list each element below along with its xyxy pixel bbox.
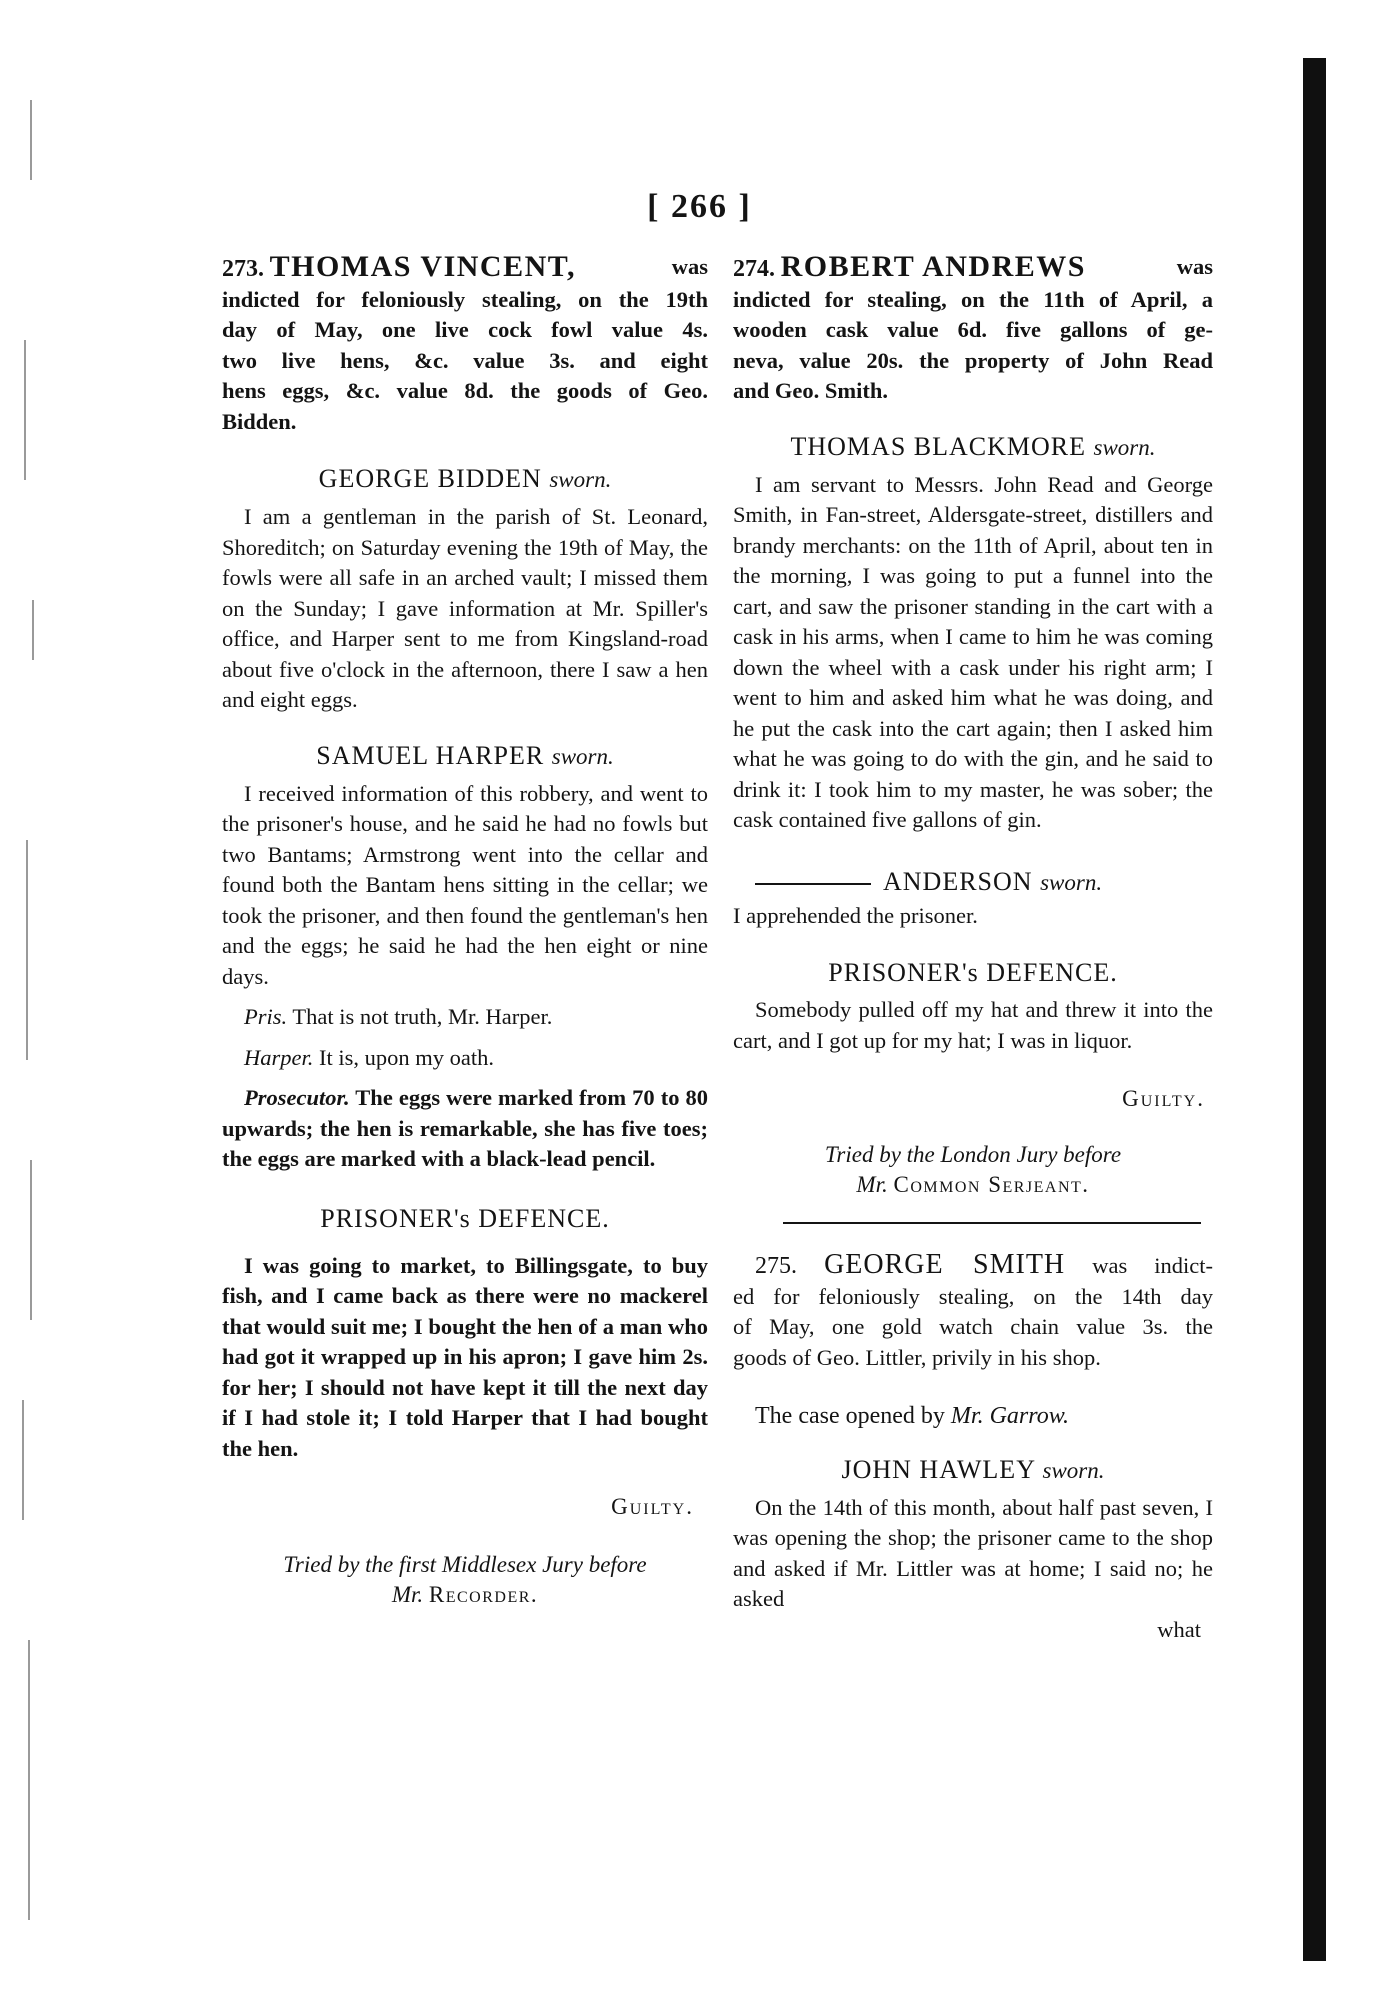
exchange-text: It is, upon my oath.	[319, 1044, 495, 1070]
indictment-line: indicted for stealing, on the 11th of April, a	[733, 286, 1213, 312]
witness-heading	[733, 1454, 1213, 1487]
witness-heading	[733, 431, 1213, 464]
sworn-label: sworn.	[1093, 434, 1156, 460]
indictment-line: and Geo. Smith.	[733, 378, 889, 403]
speaker: Harper.	[244, 1044, 314, 1070]
speaker: Prosecutor.	[244, 1085, 350, 1110]
trial-note-judge	[733, 1170, 1213, 1200]
case-number: 275.	[755, 1253, 797, 1279]
title-mr: Mr.	[856, 1172, 888, 1197]
testimony: I apprehended the prisoner.	[733, 902, 978, 928]
sworn-label: sworn.	[1042, 1457, 1105, 1483]
defence-text: Somebody pulled off my hat and threw it into the cart, and I got up for my hat; I was in liquor.	[733, 997, 1213, 1053]
indictment-line: Bidden.	[222, 408, 297, 434]
witness-heading	[222, 740, 708, 773]
exchange-line	[222, 1002, 708, 1033]
page-edge-marks	[0, 80, 42, 1960]
judge-name: Common Serjeant.	[893, 1172, 1090, 1197]
defence-heading: PRISONER's DEFENCE.	[828, 958, 1118, 987]
indictment-line: was	[671, 254, 708, 279]
judge-name: Recorder.	[428, 1582, 539, 1607]
indictment-line: indicted for feloniously stealing, on the 19th	[222, 286, 708, 312]
indictment-line: two live hens, &c. value 3s. and eight	[222, 347, 708, 373]
exchange-text: The eggs were marked from 70 to 80 upwards; the hen is remarkable, she has five toes; the eggs are marked with a black-lead pencil.	[222, 1085, 709, 1171]
defendant-name: ROBERT ANDREWS	[780, 250, 1086, 283]
counsel-name: Mr. Garrow.	[950, 1403, 1069, 1429]
witness-heading	[222, 463, 708, 496]
case-275-heading	[733, 1250, 1213, 1282]
indictment-line: hens eggs, &c. value 8d. the goods of Geo.	[222, 378, 708, 403]
catchword: what	[1157, 1616, 1201, 1642]
witness-name: SAMUEL HARPER	[316, 740, 545, 770]
case-273-heading	[222, 252, 708, 285]
indictment-line: neva, value 20s. the property of John Read	[733, 347, 1213, 373]
sworn-label: sworn.	[1040, 869, 1103, 895]
case-274-heading	[733, 252, 1213, 285]
trial-note	[222, 1550, 708, 1610]
indictment-line: was	[1176, 254, 1213, 279]
trial-note-line: Tried by the first Middlesex Jury before	[283, 1552, 647, 1577]
page-number: [ 266 ]	[647, 188, 752, 225]
witness-name: THOMAS BLACKMORE	[790, 431, 1087, 461]
indictment-line: wooden cask value 6d. five gallons of ge-	[733, 317, 1213, 342]
left-column	[222, 252, 708, 1610]
indictment-line: of May, one gold watch chain value 3s. the	[733, 1314, 1213, 1339]
defendant-name: GEORGE SMITH	[824, 1249, 1066, 1280]
defence-text: I was going to market, to Billingsgate, to buy fish, and I came back as there were no mackerel that would suit me; I bought the hen of a man who had got it wrapped up in his apron; I gave him 2s. for her; I should not have kept it till the next day if I had stole it; I told Harper that I had bought the hen.	[222, 1252, 708, 1461]
indictment-line: was indict-	[1092, 1253, 1213, 1278]
right-column	[733, 252, 1213, 1645]
sworn-label: sworn.	[551, 743, 614, 769]
exchange-line	[222, 1043, 708, 1074]
trial-note-line: Tried by the London Jury before	[824, 1142, 1122, 1167]
witness-name: JOHN HAWLEY	[841, 1454, 1036, 1484]
case-number: 274.	[733, 256, 775, 282]
witness-name: ANDERSON	[883, 866, 1033, 896]
testimony: I received information of this robbery, and went to the prisoner's house, and he said he had no fowls but two Bantams; Armstrong went into the cellar and found both the Bantam hens sitting in the cellar; we took the prisoner, and then found the gentleman's hen and the eggs; he said he had the hen eight or nine days.	[222, 780, 708, 989]
testimony: I am servant to Messrs. John Read and George Smith, in Fan-street, Aldersgate-street, distillers and brandy merchants: on the 11th of April, about ten in the morning, I was going to put a funnel into the cart, and saw the prisoner standing in the cart with a cask in his arms, when I came to him he was coming down the wheel with a cask under his right arm; I went to him and asked him what he was doing, and he put the cask into the cart again; then I asked him what he was going to do with the gin, and he said to drink it: I took him to my master, he was sober; the cask contained five gallons of gin.	[733, 471, 1213, 832]
witness-heading	[733, 866, 1213, 899]
case-opened-prefix: The case opened by	[755, 1403, 945, 1429]
testimony: I am a gentleman in the parish of St. Leonard, Shoreditch; on Saturday evening the 19th of May, the fowls were all safe in an arched vault; I missed them on the Sunday; I gave information at Mr. Spiller's office, and Harper sent to me from Kingsland-road about five o'clock in the afternoon, there I saw a hen and eight eggs.	[222, 504, 708, 712]
title-mr: Mr.	[391, 1582, 424, 1607]
case-number: 273.	[222, 256, 264, 282]
indictment-line: goods of Geo. Littler, privily in his shop.	[733, 1344, 1101, 1370]
trial-note	[733, 1140, 1213, 1200]
case-opened-line	[733, 1401, 1213, 1432]
defence-heading: PRISONER's DEFENCE.	[320, 1203, 610, 1233]
verdict: Guilty.	[611, 1494, 694, 1519]
witness-name: GEORGE BIDDEN	[318, 464, 542, 493]
sworn-label: sworn.	[549, 467, 612, 492]
defendant-name: THOMAS VINCENT,	[269, 250, 577, 283]
trial-note-judge	[222, 1580, 708, 1610]
section-rule	[783, 1222, 1201, 1224]
indictment-line: day of May, one live cock fowl value 4s.	[222, 317, 708, 342]
speaker: Pris.	[244, 1004, 288, 1029]
exchange-line	[222, 1083, 708, 1175]
exchange-text: That is not truth, Mr. Harper.	[292, 1004, 553, 1029]
indictment-line: ed for feloniously stealing, on the 14th day	[733, 1283, 1213, 1309]
verdict: Guilty.	[1122, 1086, 1205, 1111]
testimony: On the 14th of this month, about half past seven, I was opening the shop; the prisoner came to the shop and asked if Mr. Littler was at home; I said no; he asked	[733, 1494, 1213, 1611]
gutter-shadow	[1303, 58, 1326, 1961]
name-dash	[755, 883, 871, 885]
